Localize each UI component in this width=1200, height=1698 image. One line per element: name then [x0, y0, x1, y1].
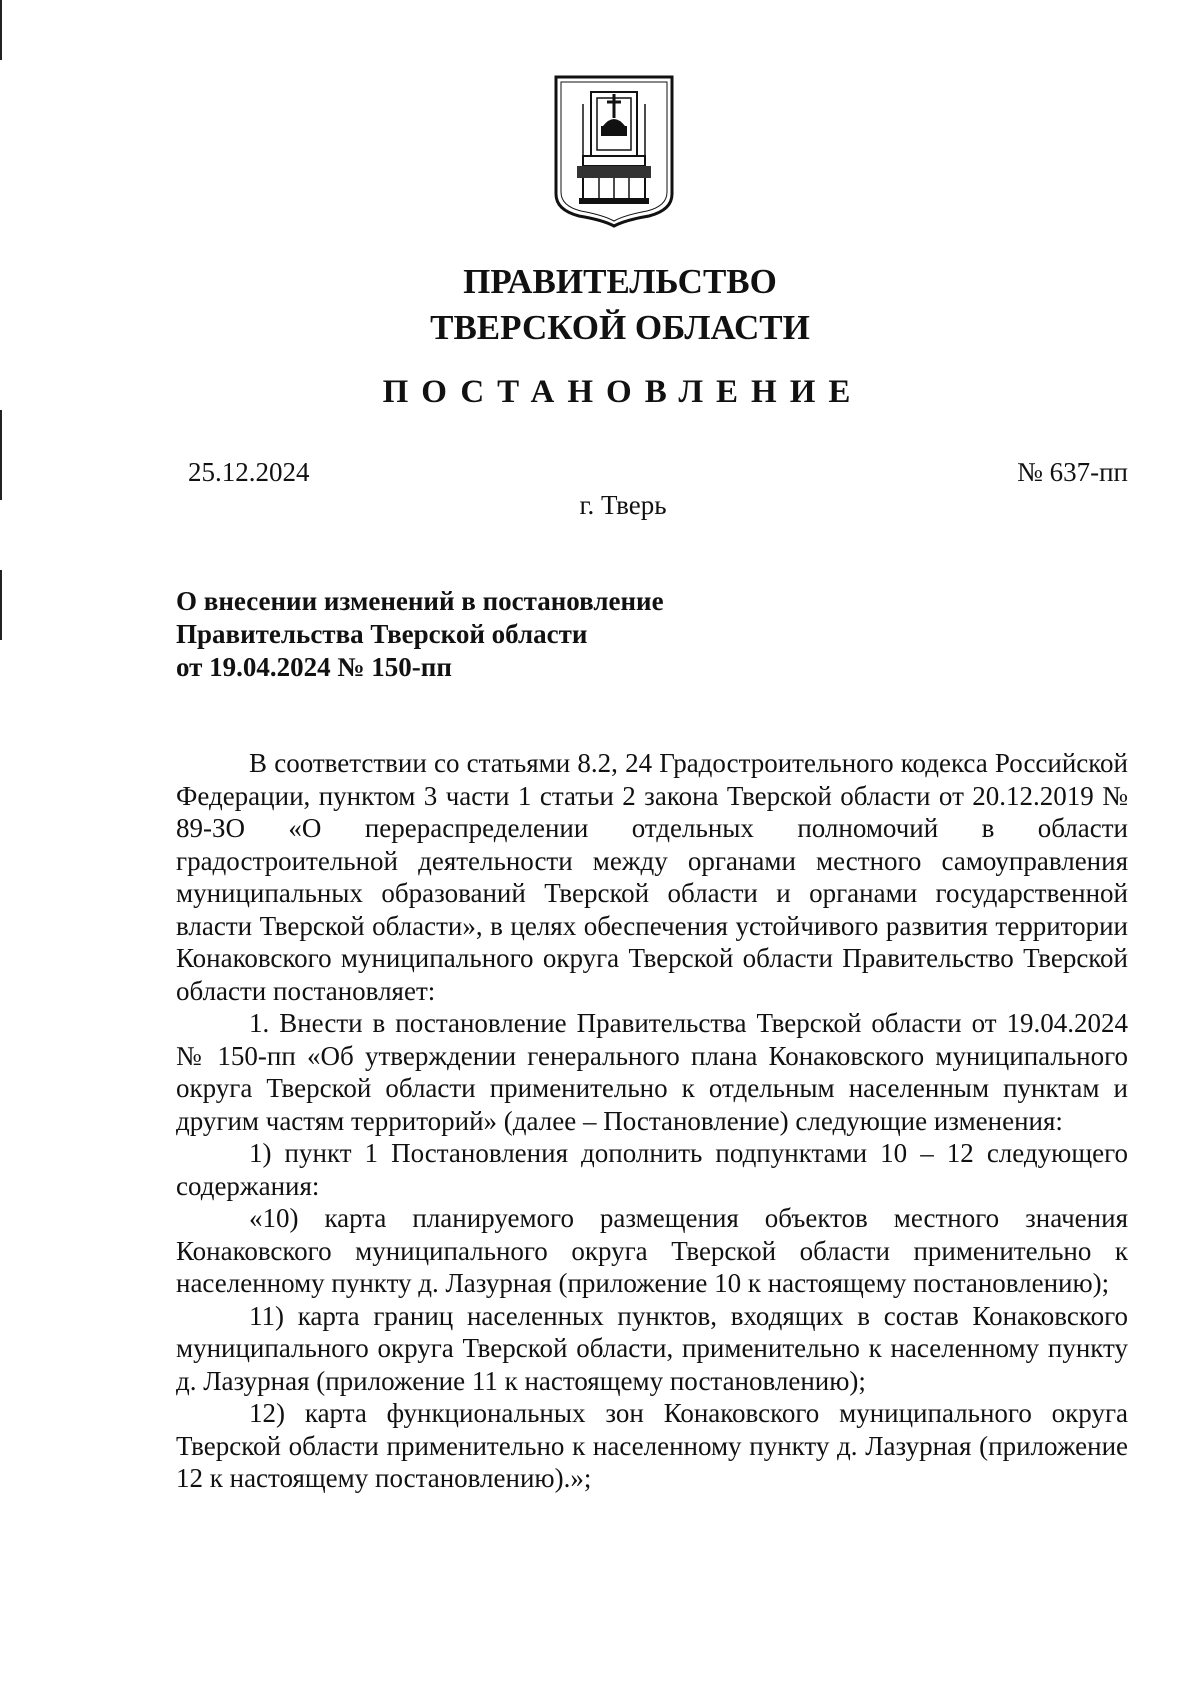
body-paragraph-subitem-12: 12) карта функциональных зон Конаковского муниципального округа Тверской области применительно к населенному пункту д. Лазурная (приложение 12 к настоящему постановлению).»; — [176, 1398, 1128, 1493]
government-title-line2: ТВЕРСКОЙ ОБЛАСТИ — [430, 308, 810, 347]
document-body — [176, 747, 1128, 1495]
scan-edge-artifact — [0, 0, 2, 60]
document-city: г. Тверь — [579, 490, 667, 520]
document-subject — [176, 585, 664, 684]
body-paragraph-item-1: 1. Внести в постановление Правительства Тверской области от 19.04.2024 № 150-пп «Об утверждении генерального плана Конаковского муниципального округа Тверской области применительно к отдельным населенным пунктам и другим частям территорий» (далее – Постановление) следующие изменения: — [176, 1008, 1128, 1136]
subject-line1: О внесении изменений в постановление — [176, 586, 664, 616]
body-paragraph-subitem-11: 11) карта границ населенных пунктов, входящих в состав Конаковского муниципального округа Тверской области, применительно к населенному пункту д. Лазурная (приложение 11 к настоящему постановлению); — [176, 1300, 1128, 1396]
government-title-line1: ПРАВИТЕЛЬСТВО — [463, 262, 777, 301]
body-paragraph-subitem-1: 1) пункт 1 Постановления дополнить подпунктами 10 – 12 следующего содержания: — [176, 1138, 1128, 1201]
subject-line2: Правительства Тверской области — [176, 619, 588, 649]
subject-line3: от 19.04.2024 № 150-пп — [176, 652, 452, 682]
scan-edge-artifact — [0, 570, 2, 640]
document-type: ПОСТАНОВЛЕНИЕ — [382, 374, 864, 410]
body-paragraph-subitem-10: «10) карта планируемого размещения объектов местного значения Конаковского муниципального округа Тверской области применительно к населенному пункту д. Лазурная (приложение 10 к настоящему постановлению); — [176, 1203, 1128, 1298]
body-paragraph-preamble: В соответствии со статьями 8.2, 24 Градостроительного кодекса Российской Федерации, пунктом 3 части 1 статьи 2 закона Тверской области от 20.12.2019 № 89-ЗО «О перераспределении отдельных полномочий в области градостроительной деятельности между органами местного самоуправления муниципальных образований Тверской области и органами государственной власти Тверской области», в целях обеспечения устойчивого развития территории Конаковского муниципального округа Тверской области Правительство Тверской области постановляет: — [176, 748, 1128, 1006]
tver-coat-of-arms-icon — [553, 74, 675, 228]
scan-edge-artifact — [0, 410, 2, 500]
document-number: № 637-пп — [1017, 457, 1128, 487]
government-title — [0, 259, 1200, 351]
document-date: 25.12.2024 — [188, 457, 310, 487]
